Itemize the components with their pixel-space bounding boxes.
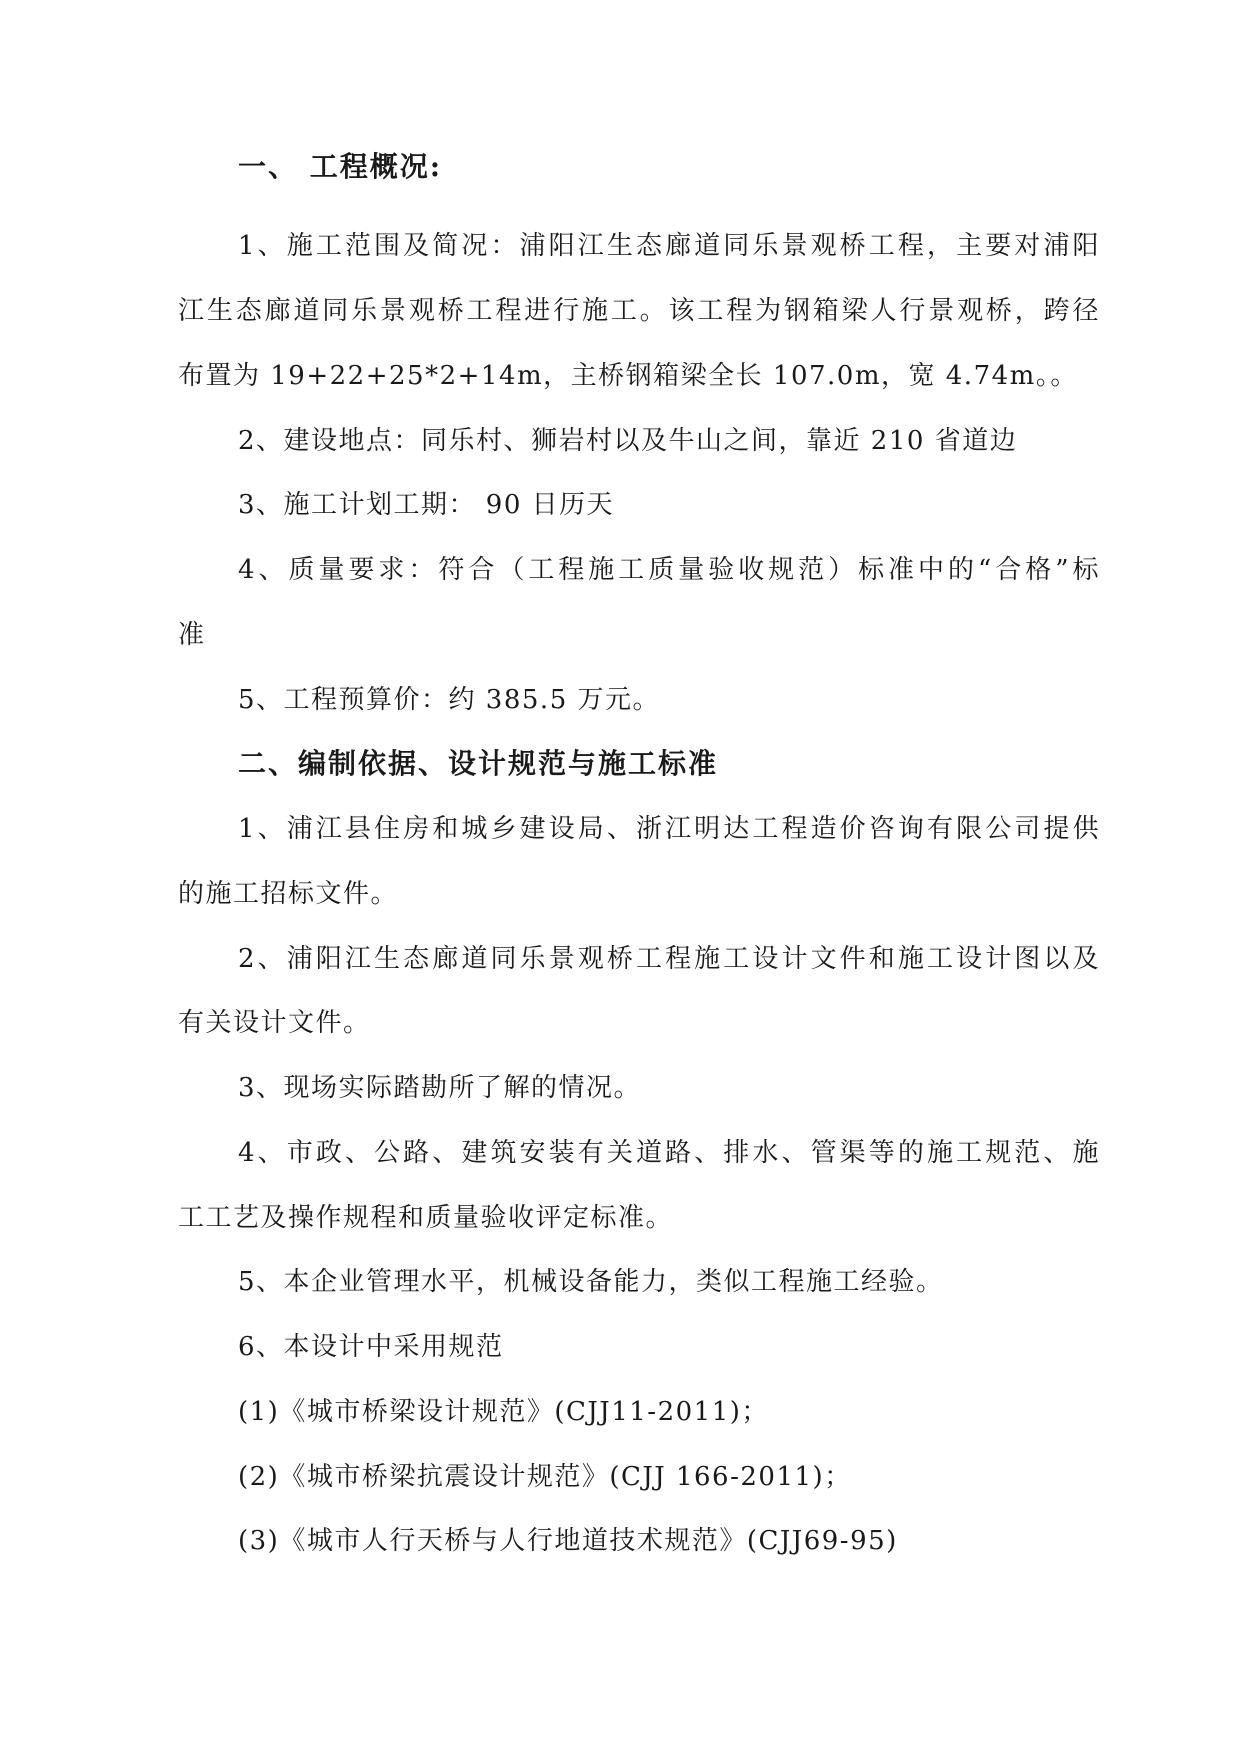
s1-item4-line2: 准 xyxy=(178,620,206,650)
s2-item2-line1: 2、浦阳江生态廊道同乐景观桥工程施工设计文件和施工设计图以及 xyxy=(238,944,1100,974)
s1-item5: 5、工程预算价：约 385.5 万元。 xyxy=(238,685,661,715)
s1-item3: 3、施工计划工期： 90 日历天 xyxy=(238,490,615,520)
s1-item1-line1: 1、施工范围及简况：浦阳江生态廊道同乐景观桥工程，主要对浦阳 xyxy=(238,231,1100,261)
s1-item2: 2、建设地点：同乐村、狮岩村以及牛山之间，靠近 210 省道边 xyxy=(238,426,1018,456)
s2-item1-line1: 1、浦江县住房和城乡建设局、浙江明达工程造价咨询有限公司提供 xyxy=(238,814,1100,844)
s2-item4-line2: 工工艺及操作规程和质量验收评定标准。 xyxy=(178,1203,674,1233)
spec-item-3: (3)《城市人行天桥与人行地道技术规范》(CJJ69-95) xyxy=(238,1526,898,1556)
s2-item3: 3、现场实际踏勘所了解的情况。 xyxy=(238,1073,642,1103)
s2-item6: 6、本设计中采用规范 xyxy=(238,1332,504,1362)
s2-item1-line2: 的施工招标文件。 xyxy=(178,879,399,909)
s1-item1-line2: 江生态廊道同乐景观桥工程进行施工。该工程为钢箱梁人行景观桥，跨径 xyxy=(178,296,1100,326)
s2-item4-line1: 4、市政、公路、建筑安装有关道路、排水、管渠等的施工规范、施 xyxy=(238,1138,1100,1168)
s2-item2-line2: 有关设计文件。 xyxy=(178,1008,371,1038)
s1-item4-line1: 4、质量要求：符合（工程施工质量验收规范）标准中的“合格”标 xyxy=(238,555,1100,585)
section-1-heading: 一、 工程概况: xyxy=(238,150,443,183)
s2-item5: 5、本企业管理水平，机械设备能力，类似工程施工经验。 xyxy=(238,1267,944,1297)
spec-item-1: (1)《城市桥梁设计规范》(CJJ11-2011)； xyxy=(238,1397,769,1427)
section-2-heading: 二、编制依据、设计规范与施工标准 xyxy=(238,747,719,780)
spec-item-2: (2)《城市桥梁抗震设计规范》(CJJ 166-2011)； xyxy=(238,1462,852,1492)
s1-item1-line3: 布置为 19+22+25*2+14m，主桥钢箱梁全长 107.0m，宽 4.74m。。 xyxy=(178,361,1078,391)
